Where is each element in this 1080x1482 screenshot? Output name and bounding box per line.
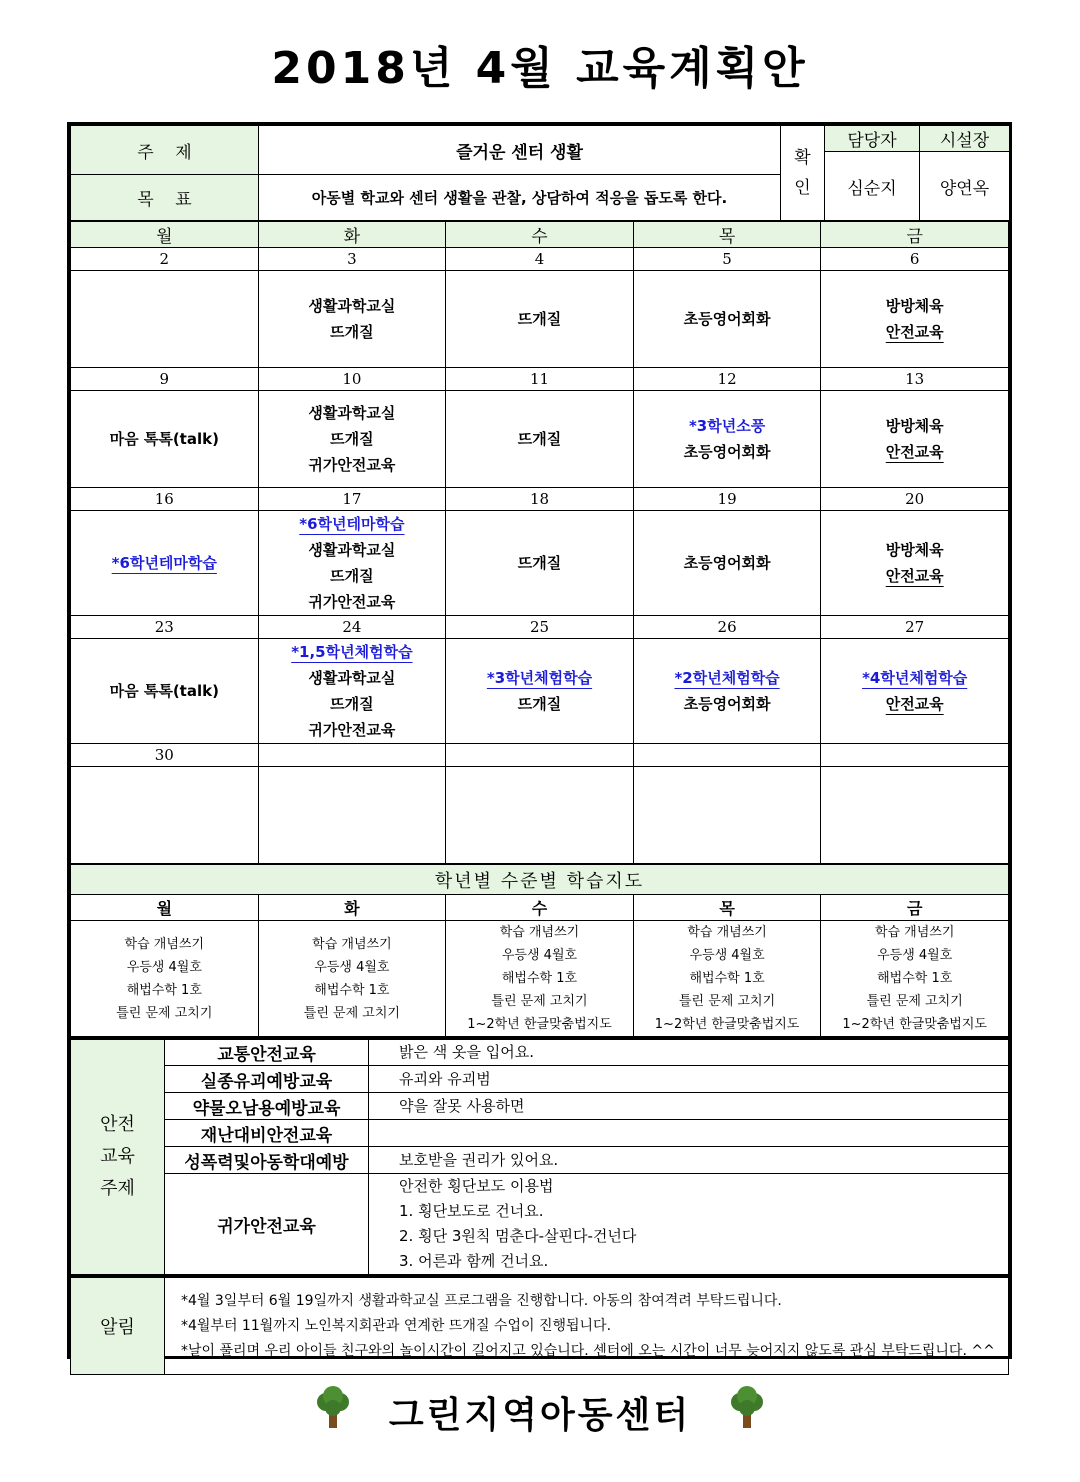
level-line: 1~2학년 한글맞춤법지도 (467, 1017, 612, 1032)
activity-item: *4학년체험학습 (862, 669, 968, 687)
day-activities (633, 271, 821, 368)
notice-line: *4월부터 11월까지 노인복지회관과 연계한 뜨개질 수업이 진행됩니다. (181, 1317, 612, 1334)
day-activities (821, 271, 1009, 368)
calendar-table (70, 221, 1009, 864)
level-line: 학습 개념쓰기 (312, 936, 392, 952)
notice-text (165, 1277, 1009, 1375)
weekday-header: 목 (633, 222, 821, 248)
activity-item: *2학년체험학습 (674, 669, 780, 687)
day-number: 18 (446, 488, 634, 511)
subject-label: 주 제 (71, 126, 259, 175)
day-activities (71, 639, 259, 744)
level-cell (821, 921, 1009, 1037)
day-activities (71, 391, 259, 488)
safety-topic: 실종유괴예방교육 (165, 1066, 369, 1093)
level-line: 우등생 4월호 (501, 948, 578, 963)
level-line: 우등생 4월호 (126, 959, 202, 975)
day-number: 24 (258, 616, 446, 639)
day-number: 6 (821, 248, 1009, 271)
footer (0, 1386, 1080, 1439)
level-line: 학습 개념쓰기 (687, 925, 767, 940)
activity-item: 마음 톡톡(talk) (109, 430, 219, 448)
director-name: 양연옥 (920, 152, 1010, 221)
level-line: 해법수학 1호 (126, 982, 202, 998)
level-line: 틀린 문제 고치기 (303, 1005, 400, 1021)
day-number: 20 (821, 488, 1009, 511)
day-activities (258, 271, 446, 368)
day-activities (633, 639, 821, 744)
level-line: 틀린 문제 고치기 (866, 994, 963, 1009)
day-activities (446, 391, 634, 488)
day-number: 12 (633, 368, 821, 391)
manager-name: 심순지 (825, 152, 920, 221)
weekday-header: 금 (821, 222, 1009, 248)
subject-value: 즐거운 센터 생활 (259, 126, 781, 175)
activity-item: 방방체육 (885, 541, 944, 559)
safety-topic: 약물오남용예방교육 (165, 1093, 369, 1120)
level-line: 학습 개념쓰기 (124, 936, 205, 952)
activity-item: 초등영어회화 (683, 443, 771, 461)
day-activities (258, 391, 446, 488)
day-number: 4 (446, 248, 634, 271)
goal-label: 목 표 (71, 175, 259, 221)
activity-item: *1,5학년체험학습 (291, 643, 413, 661)
day-activities (446, 767, 634, 864)
activity-item: *3학년소풍 (688, 417, 766, 435)
activity-item: 귀가안전교육 (308, 456, 396, 474)
activity-item: *6학년테마학습 (299, 515, 405, 533)
activity-item: 뜨개질 (330, 323, 374, 341)
activity-item: 생활과학교실 (308, 404, 396, 422)
day-activities (258, 639, 446, 744)
level-line: 틀린 문제 고치기 (491, 994, 588, 1009)
activity-item: 귀가안전교육 (308, 721, 396, 739)
day-activities (633, 511, 821, 616)
day-activities (633, 767, 821, 864)
level-day-header: 수 (446, 895, 634, 921)
level-cell (446, 921, 634, 1037)
level-line: 해법수학 1호 (501, 971, 578, 986)
level-line: 1~2학년 한글맞춤법지도 (654, 1017, 800, 1032)
day-activities (71, 271, 259, 368)
safety-topic: 교통안전교육 (165, 1039, 369, 1066)
tree-icon (727, 1386, 767, 1439)
weekday-header: 수 (446, 222, 634, 248)
day-number: 23 (71, 616, 259, 639)
page-title: 2018년 4월 교육계획안 (271, 43, 809, 94)
level-day-header: 월 (71, 895, 259, 921)
header-table (70, 125, 1010, 221)
day-number: 27 (821, 616, 1009, 639)
level-line: 해법수학 1호 (314, 982, 390, 998)
day-number: 16 (71, 488, 259, 511)
safety-topic: 귀가안전교육 (165, 1174, 369, 1275)
level-line: 해법수학 1호 (877, 971, 953, 986)
goal-value: 아동별 학교와 센터 생활을 관찰, 상담하여 적응을 돕도록 한다. (259, 175, 781, 221)
level-line: 학습 개념쓰기 (874, 925, 955, 940)
level-cell (71, 921, 259, 1037)
day-activities (821, 511, 1009, 616)
level-line: 학습 개념쓰기 (499, 925, 580, 940)
activity-item: *3학년체험학습 (486, 669, 593, 687)
day-number: 26 (633, 616, 821, 639)
activity-item: 안전교육 (885, 567, 944, 585)
day-number (633, 744, 821, 767)
level-line: 해법수학 1호 (689, 971, 765, 986)
day-number: 9 (71, 368, 259, 391)
tree-icon (313, 1386, 353, 1439)
day-activities (821, 639, 1009, 744)
level-title: 학년별 수준별 학습지도 (71, 865, 1009, 895)
level-day-header: 금 (821, 895, 1009, 921)
activity-item: 안전교육 (885, 443, 944, 461)
activity-item: 방방체육 (885, 297, 944, 315)
day-number: 10 (258, 368, 446, 391)
day-number: 11 (446, 368, 634, 391)
notice-line: *4월 3일부터 6월 19일까지 생활과학교실 프로그램을 진행합니다. 아동의 참여격려 부탁드립니다. (181, 1292, 782, 1309)
day-number: 17 (258, 488, 446, 511)
center-name: 그린지역아동센터 (388, 1395, 692, 1436)
activity-item: 방방체육 (885, 417, 944, 435)
activity-item: 귀가안전교육 (308, 593, 396, 611)
activity-item: 생활과학교실 (308, 541, 396, 559)
weekday-header: 화 (258, 222, 446, 248)
safety-label: 안전 교육 주제 (71, 1039, 165, 1275)
activity-item: 뜨개질 (330, 430, 374, 448)
safety-content (369, 1120, 1009, 1147)
safety-content: 안전한 횡단보도 이용법 1. 횡단보도로 건너요. 2. 횡단 3원칙 멈춘다-살핀다-건넌다 3. 어른과 함께 건너요. (369, 1174, 1009, 1275)
activity-item: 초등영어회화 (683, 554, 771, 572)
day-number: 13 (821, 368, 1009, 391)
day-activities (821, 767, 1009, 864)
day-activities (821, 391, 1009, 488)
day-number: 5 (633, 248, 821, 271)
level-line: 1~2학년 한글맞춤법지도 (842, 1017, 987, 1032)
level-line: 우등생 4월호 (689, 948, 765, 963)
activity-item: 안전교육 (885, 323, 944, 341)
notice-label: 알림 (71, 1277, 165, 1375)
day-activities (446, 511, 634, 616)
day-activities (258, 767, 446, 864)
confirm-label: 확 인 (781, 126, 825, 221)
level-line: 틀린 문제 고치기 (116, 1005, 213, 1021)
safety-table (70, 1037, 1009, 1275)
activity-item: *6학년테마학습 (111, 554, 217, 572)
day-number: 30 (71, 744, 259, 767)
day-number (821, 744, 1009, 767)
activity-item: 뜨개질 (330, 567, 374, 585)
level-cell (633, 921, 821, 1037)
activity-item: 마음 톡톡(talk) (109, 682, 219, 700)
activity-item: 뜨개질 (330, 695, 374, 713)
level-line: 우등생 4월호 (314, 959, 390, 975)
activity-item: 뜨개질 (517, 695, 562, 713)
day-activities (446, 271, 634, 368)
weekday-header: 월 (71, 222, 259, 248)
activity-item: 뜨개질 (517, 554, 562, 572)
activity-item: 생활과학교실 (308, 669, 396, 687)
level-day-header: 화 (258, 895, 446, 921)
level-line: 틀린 문제 고치기 (678, 994, 776, 1009)
day-number (446, 744, 634, 767)
notice-table (70, 1275, 1009, 1375)
day-activities (446, 639, 634, 744)
activity-item: 뜨개질 (517, 430, 562, 448)
manager-label: 담당자 (825, 126, 920, 152)
activity-item: 초등영어회화 (683, 310, 771, 328)
day-number: 3 (258, 248, 446, 271)
day-number: 25 (446, 616, 634, 639)
day-activities (71, 767, 259, 864)
activity-item: 생활과학교실 (308, 297, 396, 315)
safety-content: 약을 잘못 사용하면 (369, 1093, 1009, 1120)
notice-line: *날이 풀리며 우리 아이들 친구와의 놀이시간이 길어지고 있습니다. 센터에 오는 시간이 너무 늦어지지 않도록 관심 부탁드립니다. ^^ (181, 1342, 995, 1359)
activity-item: 초등영어회화 (683, 695, 771, 713)
day-activities (633, 391, 821, 488)
level-line: 우등생 4월호 (877, 948, 953, 963)
day-number: 2 (71, 248, 259, 271)
plan-frame (67, 122, 1012, 1359)
day-number (258, 744, 446, 767)
safety-content: 밝은 색 옷을 입어요. (369, 1039, 1009, 1066)
activity-item: 안전교육 (885, 695, 944, 713)
day-activities (71, 511, 259, 616)
level-day-header: 목 (633, 895, 821, 921)
day-activities (258, 511, 446, 616)
safety-topic: 성폭력및아동학대예방 (165, 1147, 369, 1174)
safety-content: 보호받을 권리가 있어요. (369, 1147, 1009, 1174)
safety-content: 유괴와 유괴범 (369, 1066, 1009, 1093)
level-table (70, 864, 1009, 1037)
safety-topic: 재난대비안전교육 (165, 1120, 369, 1147)
activity-item: 뜨개질 (517, 310, 562, 328)
day-number: 19 (633, 488, 821, 511)
level-cell (258, 921, 446, 1037)
director-label: 시설장 (920, 126, 1010, 152)
